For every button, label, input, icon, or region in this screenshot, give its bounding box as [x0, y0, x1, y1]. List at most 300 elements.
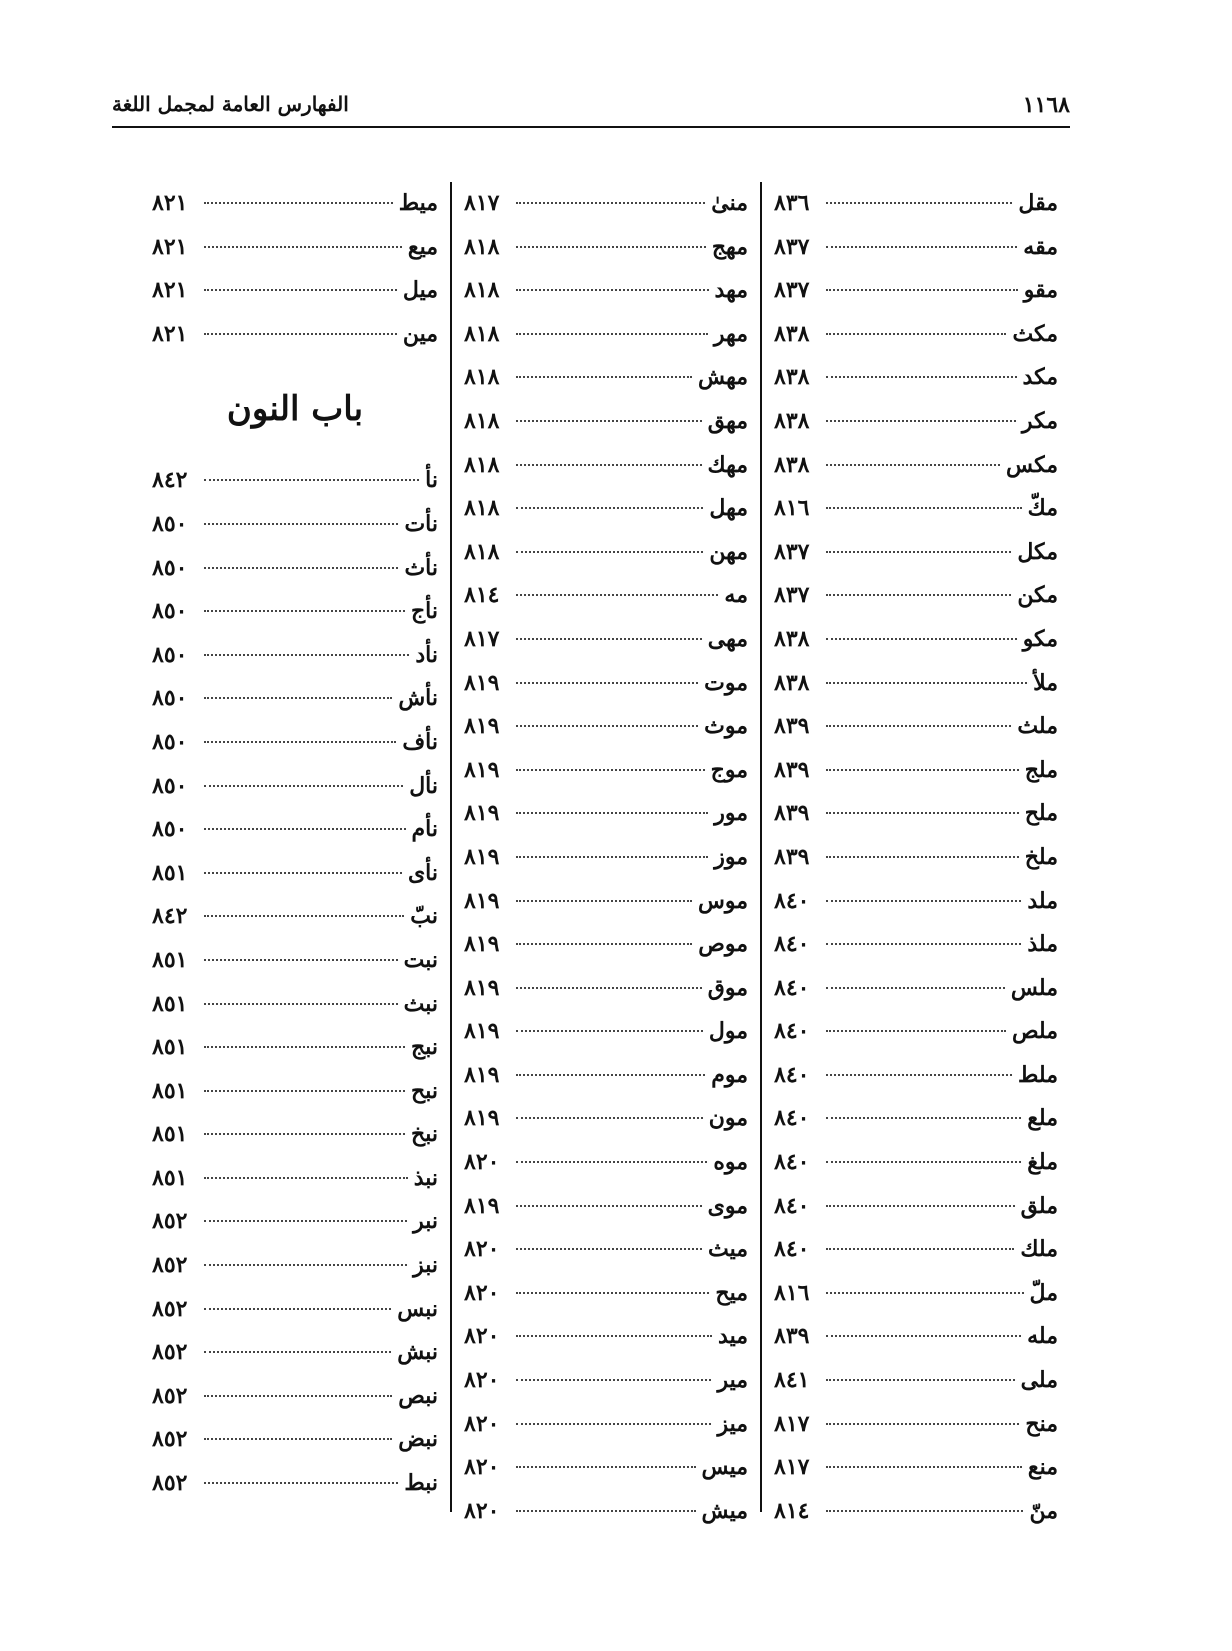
entry-page-number: ٨٤٠: [774, 1149, 810, 1176]
entry-word: نأم: [411, 816, 438, 843]
entry-word: نأل: [409, 772, 438, 799]
entry-page-number: ٨٥١: [152, 1034, 188, 1061]
entry-word: نأف: [402, 728, 438, 755]
dot-leader: [516, 376, 692, 378]
entry-word: نأش: [398, 685, 438, 712]
dot-leader: [826, 376, 1017, 378]
entry-word: ميح: [715, 1279, 748, 1306]
index-entry: [152, 939, 438, 983]
dot-leader: [204, 697, 392, 699]
index-entry: [152, 1462, 438, 1506]
entry-page-number: ٨٥٠: [152, 685, 188, 712]
entry-page-number: ٨١٩: [464, 843, 500, 870]
index-entry: [152, 1375, 438, 1419]
entry-page-number: ٨١٨: [464, 277, 500, 304]
index-entry: [774, 1185, 1058, 1229]
index-entry: [774, 1228, 1058, 1272]
entry-page-number: ٨٥٠: [152, 554, 188, 581]
index-entry: [774, 226, 1058, 270]
dot-leader: [826, 1292, 1024, 1294]
entry-page-number: ٨٥٠: [152, 510, 188, 537]
entry-word: مهج: [711, 233, 748, 260]
entry-word: نبر: [413, 1208, 438, 1235]
dot-leader: [826, 900, 1021, 902]
entry-word: نبز: [413, 1252, 438, 1279]
entry-word: موم: [711, 1061, 748, 1088]
dot-leader: [826, 1423, 1019, 1425]
entry-word: ملج: [1024, 756, 1058, 783]
entry-word: نبث: [403, 990, 438, 1017]
entry-page-number: ٨٣٩: [774, 843, 810, 870]
index-entry: [774, 836, 1058, 880]
entry-word: مهر: [713, 320, 748, 347]
index-entry: [152, 634, 438, 678]
entry-word: موه: [713, 1149, 748, 1176]
index-entry: [464, 531, 748, 575]
dot-leader: [204, 567, 398, 569]
entry-word: مكد: [1022, 364, 1058, 391]
entry-page-number: ٨١٧: [464, 190, 500, 216]
running-title: الفهارس العامة لمجمل اللغة: [112, 92, 349, 116]
entry-word: نبّ: [410, 903, 438, 930]
entry-word: مقو: [1023, 277, 1058, 304]
entry-word: ميل: [402, 277, 438, 304]
entry-page-number: ٨٤١: [774, 1367, 810, 1394]
dot-leader: [826, 1074, 1012, 1076]
dot-leader: [516, 638, 702, 640]
dot-leader: [826, 769, 1019, 771]
entry-page-number: ٨٥٠: [152, 772, 188, 799]
index-entry: [774, 880, 1058, 924]
index-entry: [152, 808, 438, 852]
dot-leader: [826, 202, 1012, 204]
entry-word: مكّ: [1027, 495, 1058, 522]
index-entry: [464, 967, 748, 1011]
entry-word: مكل: [1017, 538, 1058, 565]
dot-leader: [516, 1335, 712, 1337]
dot-leader: [826, 682, 1027, 684]
dot-leader: [516, 769, 705, 771]
index-entry: [774, 1010, 1058, 1054]
entry-page-number: ٨٢٠: [464, 1497, 500, 1524]
entry-word: موق: [707, 974, 748, 1001]
dot-leader: [204, 1482, 398, 1484]
dot-leader: [204, 1003, 398, 1005]
dot-leader: [516, 1161, 707, 1163]
dot-leader: [516, 682, 698, 684]
index-entry: [152, 1113, 438, 1157]
index-entry: [774, 1141, 1058, 1185]
entry-word: مين: [402, 320, 438, 347]
entry-word: ملخ: [1024, 843, 1058, 870]
index-entry: [152, 503, 438, 547]
dot-leader: [204, 1438, 392, 1440]
dot-leader: [204, 654, 409, 656]
dot-leader: [516, 464, 702, 466]
entry-word: موج: [710, 756, 748, 783]
entry-page-number: ٨٥١: [152, 859, 188, 886]
dot-leader: [516, 1423, 711, 1425]
dot-leader: [516, 1466, 696, 1468]
index-entry: [152, 1331, 438, 1375]
index-entry: [152, 721, 438, 765]
index-entry: [464, 880, 748, 924]
entry-word: مكس: [1006, 451, 1058, 478]
dot-leader: [516, 507, 703, 509]
entry-page-number: ٨٥١: [152, 990, 188, 1017]
entry-word: نبش: [397, 1339, 438, 1366]
index-entry: [464, 226, 748, 270]
entry-page-number: ٨٤٢: [152, 903, 188, 930]
entry-page-number: ٨٣٧: [774, 233, 810, 260]
entry-word: ميس: [701, 1454, 748, 1481]
entry-page-number: ٨٥٢: [152, 1470, 188, 1497]
entry-page-number: ٨١٧: [774, 1454, 810, 1481]
dot-leader: [826, 638, 1017, 640]
entry-page-number: ٨٥١: [152, 1121, 188, 1148]
dot-leader: [516, 551, 703, 553]
entry-page-number: ٨١٤: [774, 1497, 810, 1524]
dot-leader: [516, 246, 706, 248]
entry-word: منىٰ: [711, 190, 748, 216]
dot-leader: [516, 900, 692, 902]
entry-word: نأ: [425, 467, 438, 494]
dot-leader: [516, 1205, 702, 1207]
entry-page-number: ٨٣٦: [774, 190, 810, 216]
entry-page-number: ٨٢٠: [464, 1236, 500, 1263]
entry-word: مقل: [1018, 190, 1058, 216]
dot-leader: [826, 289, 1018, 291]
entry-page-number: ٨٥٠: [152, 816, 188, 843]
entry-page-number: ٨٤٠: [774, 887, 810, 914]
entry-page-number: ٨١٩: [464, 800, 500, 827]
entry-page-number: ٨٢٠: [464, 1454, 500, 1481]
index-entry: [152, 590, 438, 634]
entry-word: موس: [697, 887, 748, 914]
entry-page-number: ٨١٩: [464, 1061, 500, 1088]
dot-leader: [826, 1510, 1023, 1512]
entry-page-number: ٨٣٩: [774, 800, 810, 827]
entry-word: مكن: [1017, 582, 1058, 609]
entry-page-number: ٨١٩: [464, 974, 500, 1001]
dot-leader: [204, 1177, 408, 1179]
index-entry: [464, 1228, 748, 1272]
index-column-2: [450, 182, 760, 1524]
dot-leader: [204, 959, 398, 961]
index-entry: [464, 313, 748, 357]
index-entry: [774, 444, 1058, 488]
page-header: [112, 86, 1070, 128]
entry-word: ميع: [407, 233, 438, 260]
entry-word: ميث: [707, 1236, 748, 1263]
dot-leader: [204, 523, 398, 525]
entry-word: مهش: [698, 364, 748, 391]
dot-leader: [826, 420, 1016, 422]
entry-page-number: ٨١٨: [464, 320, 500, 347]
entry-word: نبذ: [413, 1164, 438, 1191]
dot-leader: [826, 1335, 1021, 1337]
entry-word: مول: [708, 1018, 748, 1045]
entry-page-number: ٨٥٢: [152, 1208, 188, 1235]
index-entry: [152, 895, 438, 939]
dot-leader: [826, 1379, 1015, 1381]
entry-page-number: ٨١٩: [464, 1105, 500, 1132]
entry-word: موص: [698, 931, 748, 958]
entry-page-number: ٨٢١: [152, 277, 188, 304]
dot-leader: [516, 594, 718, 596]
index-entry: [774, 923, 1058, 967]
entry-page-number: ٨١٩: [464, 1018, 500, 1045]
dot-leader: [826, 812, 1019, 814]
entry-word: نبض: [398, 1426, 438, 1453]
index-entry: [774, 749, 1058, 793]
entry-word: ملذ: [1027, 931, 1058, 958]
entry-page-number: ٨٥٠: [152, 641, 188, 668]
entry-word: مه: [724, 582, 748, 609]
index-entry: [464, 1315, 748, 1359]
dot-leader: [204, 785, 403, 787]
index-column-1: [760, 182, 1070, 1524]
dot-leader: [826, 464, 1000, 466]
index-entry: [774, 1272, 1058, 1316]
entry-word: نأث: [404, 554, 438, 581]
index-entry: [464, 574, 748, 618]
dot-leader: [204, 1046, 405, 1048]
entry-page-number: ٨١٩: [464, 669, 500, 696]
dot-leader: [204, 610, 405, 612]
dot-leader: [516, 1248, 702, 1250]
entry-word: ميط: [398, 190, 438, 216]
dot-leader: [516, 202, 705, 204]
dot-leader: [204, 1220, 407, 1222]
entry-page-number: ٨٥١: [152, 1077, 188, 1104]
dot-leader: [204, 333, 397, 335]
index-column-3: [140, 182, 450, 1512]
dot-leader: [204, 828, 406, 830]
entry-page-number: ٨١٨: [464, 451, 500, 478]
dot-leader: [516, 1074, 705, 1076]
index-entry: [774, 705, 1058, 749]
index-columns: [112, 182, 1070, 1524]
entry-page-number: ٨٣٨: [774, 625, 810, 652]
entry-page-number: ٨٥٢: [152, 1252, 188, 1279]
entry-page-number: ٨٣٨: [774, 364, 810, 391]
index-entry: [152, 1157, 438, 1201]
entry-page-number: ٨٢٠: [464, 1279, 500, 1306]
entry-word: منّ: [1029, 1497, 1058, 1524]
index-entry: [464, 618, 748, 662]
dot-leader: [516, 1379, 711, 1381]
entry-word: ملأ: [1033, 669, 1058, 696]
dot-leader: [826, 333, 1006, 335]
index-entry: [464, 1054, 748, 1098]
dot-leader: [516, 289, 709, 291]
entry-page-number: ٨١٦: [774, 1279, 810, 1306]
index-entry: [464, 1359, 748, 1403]
entry-page-number: ٨١٨: [464, 407, 500, 434]
entry-word: موث: [704, 713, 748, 740]
entry-page-number: ٨٥٠: [152, 728, 188, 755]
index-entry: [152, 677, 438, 721]
index-entry: [464, 269, 748, 313]
index-entry: [152, 1026, 438, 1070]
entry-page-number: ٨١٩: [464, 713, 500, 740]
dot-leader: [516, 1510, 696, 1512]
entry-word: مله: [1027, 1323, 1058, 1350]
entry-word: موت: [704, 669, 748, 696]
entry-word: نبخ: [411, 1121, 438, 1148]
index-entry: [774, 313, 1058, 357]
entry-word: مكث: [1012, 320, 1058, 347]
entry-page-number: ٨٤٠: [774, 1018, 810, 1045]
entry-page-number: ٨١٩: [464, 887, 500, 914]
index-entry: [774, 531, 1058, 575]
dot-leader: [826, 551, 1011, 553]
entry-page-number: ٨٢١: [152, 320, 188, 347]
index-entry: [464, 705, 748, 749]
entry-word: ملح: [1024, 800, 1058, 827]
index-entry: [152, 765, 438, 809]
entry-word: نبط: [404, 1470, 438, 1497]
entry-word: مكر: [1021, 407, 1058, 434]
index-entry: [152, 269, 438, 313]
entry-word: موز: [714, 843, 748, 870]
dot-leader: [204, 872, 402, 874]
index-entry: [774, 662, 1058, 706]
index-entry: [774, 967, 1058, 1011]
index-entry: [464, 1490, 748, 1534]
dot-leader: [204, 1308, 391, 1310]
entry-word: نبص: [398, 1382, 438, 1409]
dot-leader: [516, 943, 692, 945]
entry-page-number: ٨٣٨: [774, 451, 810, 478]
entry-page-number: ٨٤٠: [774, 1061, 810, 1088]
dot-leader: [204, 1395, 392, 1397]
entry-word: مكو: [1022, 625, 1058, 652]
entry-page-number: ٨٥٢: [152, 1295, 188, 1322]
dot-leader: [516, 856, 708, 858]
entry-page-number: ٨٥١: [152, 946, 188, 973]
entry-word: نبس: [397, 1295, 438, 1322]
dot-leader: [204, 246, 402, 248]
entry-page-number: ٨١٨: [464, 233, 500, 260]
entry-word: ملس: [1010, 974, 1058, 1001]
entry-word: ملغ: [1027, 1149, 1058, 1176]
section-heading: باب النون: [226, 389, 364, 430]
entry-page-number: ٨٣٨: [774, 320, 810, 347]
entry-word: نأد: [415, 641, 438, 668]
index-entry: [464, 836, 748, 880]
index-entry: [464, 356, 748, 400]
entry-page-number: ٨٣٩: [774, 1323, 810, 1350]
dot-leader: [826, 856, 1019, 858]
dot-leader: [826, 987, 1005, 989]
index-entry: [152, 1244, 438, 1288]
entry-page-number: ٨٣٩: [774, 756, 810, 783]
entry-word: ملق: [1020, 1192, 1058, 1219]
index-entry: [152, 983, 438, 1027]
entry-page-number: ٨٢٠: [464, 1410, 500, 1437]
index-entry: [464, 1010, 748, 1054]
index-entry: [774, 1446, 1058, 1490]
index-entry: [152, 1070, 438, 1114]
entry-page-number: ٨٢١: [152, 233, 188, 260]
dot-leader: [204, 1090, 405, 1092]
index-entry: [464, 662, 748, 706]
entry-word: نبت: [403, 946, 438, 973]
index-entry: [464, 792, 748, 836]
index-entry: [464, 1185, 748, 1229]
entry-page-number: ٨٣٧: [774, 277, 810, 304]
entry-page-number: ٨٣٩: [774, 713, 810, 740]
entry-page-number: ٨١٩: [464, 931, 500, 958]
entry-word: ملك: [1020, 1236, 1058, 1263]
index-entry: [464, 444, 748, 488]
index-entry: [152, 1418, 438, 1462]
index-entry: [464, 400, 748, 444]
dot-leader: [204, 202, 393, 204]
entry-page-number: ٨٥٢: [152, 1339, 188, 1366]
index-entry: [464, 487, 748, 531]
index-entry: [774, 574, 1058, 618]
dot-leader: [516, 1030, 703, 1032]
index-entry: [774, 487, 1058, 531]
index-entry: [774, 1097, 1058, 1141]
dot-leader: [204, 479, 419, 481]
dot-leader: [204, 915, 404, 917]
entry-page-number: ٨٣٨: [774, 669, 810, 696]
dot-leader: [516, 420, 702, 422]
index-entry: [774, 356, 1058, 400]
dot-leader: [826, 246, 1017, 248]
entry-word: نأى: [407, 859, 438, 886]
entry-page-number: ٨٤٢: [152, 467, 188, 494]
index-entry: [464, 1403, 748, 1447]
entry-page-number: ٨٥٢: [152, 1426, 188, 1453]
index-entry: [774, 1403, 1058, 1447]
entry-word: موى: [707, 1192, 748, 1219]
entry-page-number: ٨٢١: [152, 190, 188, 216]
entry-word: مهق: [707, 407, 748, 434]
index-entry: [152, 182, 438, 226]
dot-leader: [516, 333, 708, 335]
entry-page-number: ٨٢٠: [464, 1149, 500, 1176]
entry-word: ملّ: [1029, 1279, 1058, 1306]
entry-word: مقه: [1023, 233, 1058, 260]
dot-leader: [826, 1248, 1014, 1250]
entry-word: ميش: [701, 1497, 748, 1524]
entry-page-number: ٨٣٧: [774, 582, 810, 609]
dot-leader: [826, 1030, 1006, 1032]
index-entry: [152, 852, 438, 896]
index-entry: [774, 1359, 1058, 1403]
index-entry: [464, 1141, 748, 1185]
entry-word: نبج: [411, 1034, 438, 1061]
entry-word: ملد: [1027, 887, 1058, 914]
entry-page-number: ٨٥١: [152, 1164, 188, 1191]
index-entry: [774, 1054, 1058, 1098]
entry-page-number: ٨٤٠: [774, 974, 810, 1001]
entry-page-number: ٨١٧: [464, 625, 500, 652]
entry-page-number: ٨١٩: [464, 1192, 500, 1219]
dot-leader: [204, 1133, 405, 1135]
entry-page-number: ٨٥٢: [152, 1382, 188, 1409]
entry-page-number: ٨٤٠: [774, 1236, 810, 1263]
index-entry: [774, 792, 1058, 836]
index-entry: [152, 459, 438, 503]
entry-word: مور: [714, 800, 748, 827]
entry-page-number: ٨٣٨: [774, 407, 810, 434]
